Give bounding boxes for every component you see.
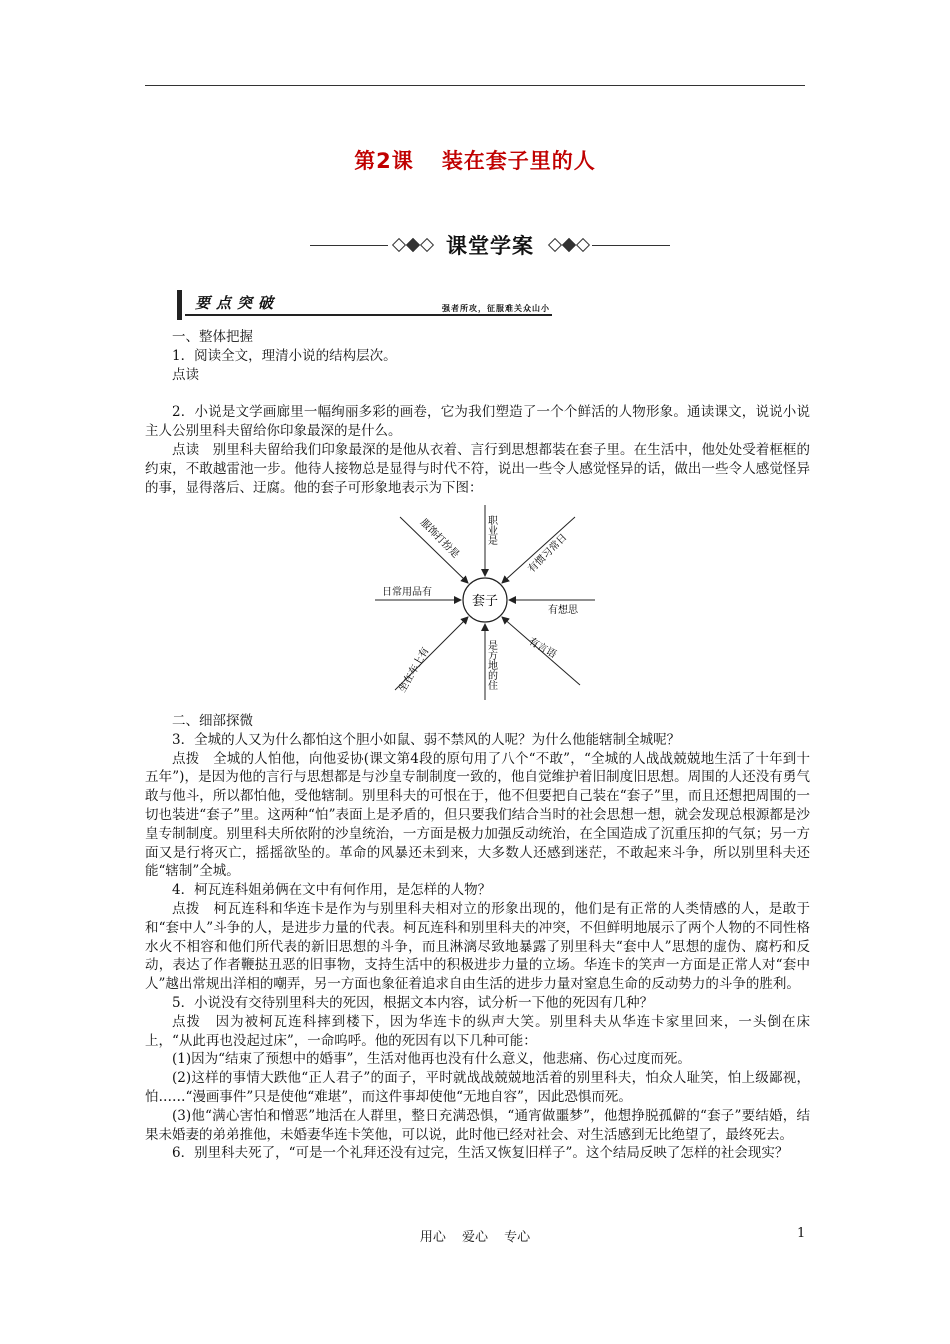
key-points-header [177, 290, 552, 320]
question-3: 3．全城的人又为什么都怕这个胆小如鼠、弱不禁风的人呢？为什么他能辖制全城呢？ [172, 731, 681, 748]
banner-left-line [310, 245, 388, 246]
arrow-top-right [502, 517, 575, 583]
footer-word: 用心 [419, 1230, 446, 1245]
question-1: 1．阅读全文，理清小说的结构层次。 [172, 347, 397, 364]
label-vehicle: 坐在车上有 [397, 645, 432, 695]
label-residence: 是方地的住 [485, 640, 497, 690]
label-habits: 有惯习常日 [526, 531, 570, 576]
diamond-icon [562, 238, 576, 252]
key-points-title: 要点突破 [195, 294, 280, 312]
question-4: 4．柯瓦连科姐弟俩在文中有何作用，是怎样的人物？ [172, 882, 492, 899]
question-6: 6．别里科夫死了，“可是一个礼拜还没有过完，生活又恢复旧样子”。这个结局反映了怎样的社会现实？ [172, 1145, 789, 1162]
question-5: 5．小说没有交待别里科夫的死因，根据文本内容，试分析一下他的死因有几种？ [172, 994, 654, 1011]
question-5-reason-2: (2)这样的事情大跌他“正人君子”的面子，平时就战战兢兢地活着的别里科夫，怕众人耻笑，怕上级鄙视，怕……“漫画事件”只是使他“难堪”，而这件事却使他“无地自容”，因此恐惧而死。 [145, 1070, 810, 1105]
part1-block [145, 328, 810, 497]
label-daily-items: 日常用品有 [382, 587, 432, 598]
key-points-slogan: 强者所攻，征服难关众山小 [442, 303, 550, 313]
diamond-icon [576, 238, 590, 252]
section-banner [310, 230, 670, 260]
label-thoughts: 有想思 [548, 605, 578, 616]
question-5-reason-1: (1)因为“结束了预想中的婚事”，生活对他再也没有什么意义，他悲痛、伤心过度而死。 [172, 1051, 691, 1068]
question-4-answer: 点拨 柯瓦连科和华连卡是作为与别里科夫相对立的形象出现的，他们是有正常的人类情感的人，是敢于和“套中人”斗争的人，是进步力量的代表。柯瓦连科和别里科夫的冲突，不但鲜明地展示了两个人物的不同性格水火不相容和他们所代表的新旧思想的斗争，而且淋漓尽致地暴露了别里科夫“套中人”思想的虚伪、腐朽和反动，表达了作者鞭挞丑恶的旧事物，支持生活中的积极进步力量的立场。华连卡的笑声一方面是正常人对“套中人”越出常规出洋相的嘲弄，另一方面也象征着追求自由生活的进步力量对窒息生命的反动势力的斗争的胜利。 [145, 900, 810, 993]
lesson-name: 装在套子里的人 [441, 149, 596, 173]
header-rule [145, 85, 805, 86]
banner-right-line [592, 245, 670, 246]
key-points-bar [177, 290, 182, 320]
diagram-center-label: 套子 [471, 594, 499, 609]
label-clothing: 服饰打扮是 [417, 517, 462, 561]
lesson-number: 第2课 [354, 149, 414, 173]
sleeve-diagram [370, 505, 600, 705]
footer-word: 专心 [504, 1230, 531, 1245]
part1-heading: 一、整体把握 [172, 329, 253, 345]
page-footer [0, 1226, 950, 1245]
diamond-icon [420, 238, 434, 252]
lesson-title [0, 145, 950, 175]
question-5-reason-3: (3)他“满心害怕和憎恶”地活在人群里，整日充满恐惧，“通宵做噩梦”，他想挣脱孤僻的“套子”要结婚，结果未婚妻的弟弟推他，未婚妻华连卡笑他，可以说，此时他已经对社会、对生活感到无比绝望了，最终死去。 [145, 1107, 810, 1143]
question-2-answer: 点读 别里科夫留给我们印象最深的是他从衣着、言行到思想都装在套子里。在生活中，他处处受着框框的约束，不敢越雷池一步。他待人接物总是显得与时代不符，说出一些令人感觉怪异的话，做出一些令人感觉怪异的事，显得落后、迂腐。他的套子可形象地表示为下图： [145, 441, 810, 496]
page-number: 1 [797, 1226, 806, 1241]
question-5-answer: 点拨 因为被柯瓦连科摔到楼下，因为华连卡的纵声大笑。别里科夫从华连卡家里回来，一头倒在床上，“从此再也没起过床”，一命呜呼。他的死因有以下几种可能： [145, 1013, 810, 1049]
footer-word: 爱心 [461, 1230, 488, 1245]
question-3-answer: 点拨 全城的人怕他，向他妥协(课文第4段的原句用了八个“不敢”，“全城的人战战兢兢地生活了十年到十五年”)，是因为他的言行与思想都是与沙皇专制制度一致的，他自觉维护着旧制度旧思想。周围的人还没有勇气敢与他斗，所以都怕他，受他辖制。别里科夫的可恨在于，他不但要把自己装在“套子”里，而且还想把周围的一切也装进“套子”里。这两种“怕”表面上是矛盾的，但只要我们结合当时的社会思想一想，就会发现总根源都是沙皇专制制度。别里科夫所依附的沙皇统治，一方面是极力加强反动统治，在全国造成了沉重压抑的气氛；另一方面又是行将灭亡，摇摇欲坠的。革命的风暴还未到来，大多数人还感到迷茫，不敢起来斗争，所以别里科夫还能“辖制”全城。 [145, 750, 810, 880]
diamond-icon [392, 238, 406, 252]
question-1-tip: 点读 [172, 366, 199, 383]
part2-block [145, 712, 810, 1163]
diamond-icon [548, 238, 562, 252]
label-profession: 职业是 [485, 515, 497, 545]
question-2: 2．小说是文学画廊里一幅绚丽多彩的画卷，它为我们塑造了一个个鲜活的人物形象。通读课文，说说小说主人公别里科夫留给你印象最深的是什么。 [145, 404, 810, 440]
part2-heading: 二、细部探微 [172, 713, 253, 729]
diamond-icon [406, 238, 420, 252]
key-points-underline [185, 314, 552, 316]
label-speech: 有言语 [526, 636, 558, 661]
section-title: 课堂学案 [446, 234, 534, 258]
